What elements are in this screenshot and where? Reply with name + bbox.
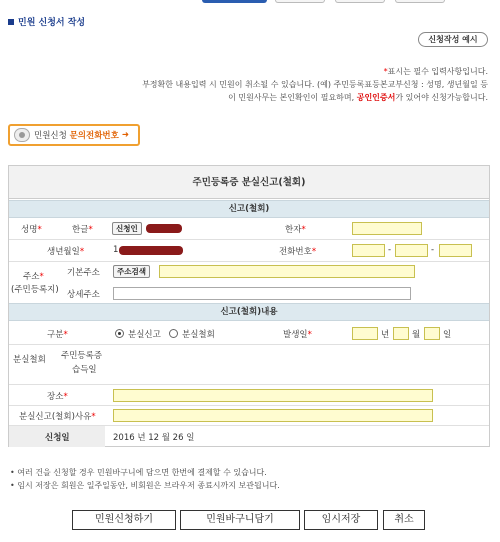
phone-label: 전화번호* xyxy=(279,247,317,257)
korean-name-label: 한글* xyxy=(72,225,93,235)
detail-address-label: 상세주소 xyxy=(67,290,100,300)
birth-value: 1 xyxy=(113,245,119,255)
detail-address-input[interactable] xyxy=(113,287,411,300)
certificate-notice: 이 민원사무는 본인확인이 필요하며, 공인인증서가 있어야 신청가능합니다. xyxy=(228,93,488,102)
place-label: 장소* xyxy=(47,392,68,402)
card-acquired-label-2: 습득일 xyxy=(72,365,97,375)
cancel-button[interactable]: 취소 xyxy=(383,510,425,530)
top-tab[interactable] xyxy=(395,0,445,3)
top-tab-strip xyxy=(0,0,500,4)
address-sub-label: (주민등록지) xyxy=(11,285,59,295)
phone-input-3[interactable] xyxy=(439,244,472,257)
hanja-label: 한자* xyxy=(285,225,306,235)
phone-input-1[interactable] xyxy=(352,244,385,257)
basic-address-input[interactable] xyxy=(159,265,415,278)
redacted-birth xyxy=(119,246,183,255)
radio-withdraw[interactable] xyxy=(169,329,178,338)
date-value: 2016 년 12 월 26 일 xyxy=(113,433,195,443)
radio-report-label: 분실신고 xyxy=(128,330,161,340)
card-acquired-label-1: 주민등록증 xyxy=(61,351,103,361)
temp-save-button[interactable]: 임시저장 xyxy=(304,510,378,530)
section-report: 신고(철회) xyxy=(9,200,489,218)
radio-report[interactable] xyxy=(115,329,124,338)
hanja-input[interactable] xyxy=(352,222,422,235)
reason-label: 분실신고(철회)사유* xyxy=(19,412,96,422)
place-input[interactable] xyxy=(113,389,433,402)
form-header: 주민등록증 분실신고(철회) xyxy=(9,166,489,199)
title-bullet-icon xyxy=(8,19,14,25)
section-report-content: 신고(철회)내용 xyxy=(9,303,489,321)
birth-label: 생년월일* xyxy=(47,247,85,257)
name-label: 성명* xyxy=(21,225,42,235)
page-title xyxy=(8,15,85,28)
top-tab[interactable] xyxy=(335,0,385,3)
top-tab-active[interactable] xyxy=(202,0,267,3)
occurrence-day-input[interactable] xyxy=(424,327,440,340)
basket-button[interactable]: 민원바구니담기 xyxy=(180,510,300,530)
redacted-name xyxy=(146,224,182,233)
certificate-link[interactable]: 공인인증서 xyxy=(356,93,396,102)
required-notice: *표시는 필수 입력사항입니다. xyxy=(383,67,488,76)
phone-input-2[interactable] xyxy=(395,244,428,257)
occurrence-year-input[interactable] xyxy=(352,327,378,340)
submit-button[interactable]: 민원신청하기 xyxy=(72,510,176,530)
info-bullet-1: • 여러 건을 신청할 경우 민원바구니에 담으면 한번에 결제할 수 있습니다. xyxy=(10,468,267,477)
application-form: 주민등록증 분실신고(철회) 신고(철회) 성명* 한글* 신청인 한자* 생년월일* 1 전화번호* - - 주소* (주민등록지) 기본주소 주소검색 상세주소 신고(철회)내용 구분* 분실신고 분실철회 발생일* 년 월 일 분실철회 주민등록증 습득일 장소* 분실신고(철회)사유* 신청일 2016 년 12 월 26 일 xyxy=(8,165,490,447)
type-label: 구분* xyxy=(47,330,68,340)
info-bullet-2: • 임시 저장은 회원은 일주일동안, 비회원은 브라우저 종료시까지 보관됩니다. xyxy=(10,481,280,490)
lost-withdraw-label: 분실철회 xyxy=(13,355,46,365)
address-label: 주소* xyxy=(23,272,44,282)
inaccurate-notice: 부정확한 내용입력 시 민원이 취소될 수 있습니다. (예) 주민등록표등본교부신청 : 성명, 생년월일 등 xyxy=(142,80,488,89)
date-label: 신청일 xyxy=(45,433,70,443)
applicant-button[interactable]: 신청인 xyxy=(112,222,142,235)
page-title-text: 민원 신청서 작성 xyxy=(18,18,86,28)
occurrence-label: 발생일* xyxy=(283,330,312,340)
arrow-right-icon: ➜ xyxy=(121,130,129,140)
radio-withdraw-label: 분실철회 xyxy=(182,330,215,340)
inquiry-phone-button[interactable]: 민원신청 문의전화번호 ➜ xyxy=(8,124,140,146)
reason-input[interactable] xyxy=(113,409,433,422)
address-search-button[interactable]: 주소검색 xyxy=(113,265,150,278)
phone-icon xyxy=(14,128,30,142)
occurrence-month-input[interactable] xyxy=(393,327,409,340)
top-tab[interactable] xyxy=(275,0,325,3)
example-button[interactable]: 신청작성 예시 xyxy=(418,32,488,47)
basic-address-label: 기본주소 xyxy=(67,268,100,278)
